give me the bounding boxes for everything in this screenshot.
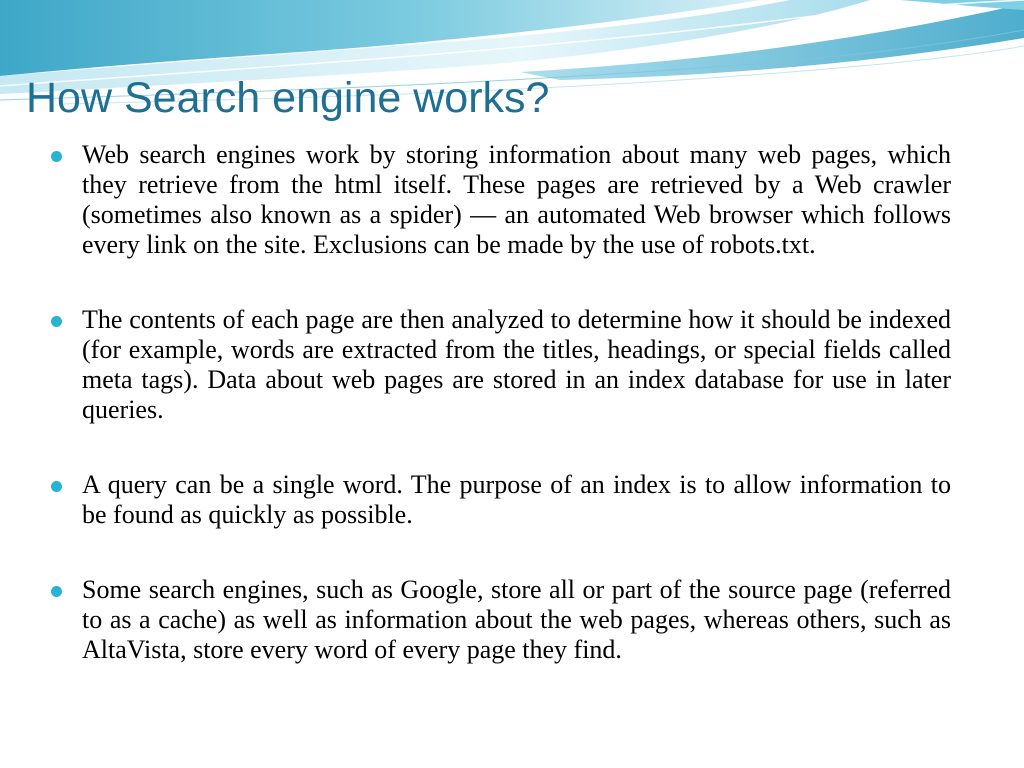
bullet-dot-icon <box>51 316 62 327</box>
bullet-item <box>82 305 951 425</box>
bullet-text: Web search engines work by storing information about many web pages, which they retrieve from the html itself. These pages are retrieved by a Web crawler (sometimes also known as a spider) — an automated Web browser which follows every link on the site. Exclusions can be made by the use of robots.txt. <box>82 140 951 259</box>
bullet-list <box>82 140 951 710</box>
bullet-text: The contents of each page are then analyzed to determine how it should be indexed (for example, words are extracted from the titles, headings, or special fields called meta tags). Data about web pages are stored in an index database for use in later queries. <box>82 305 951 424</box>
slide-title: How Search engine works? <box>26 74 550 122</box>
bullet-item <box>82 140 951 260</box>
bullet-dot-icon <box>51 481 62 492</box>
bullet-text: Some search engines, such as Google, store all or part of the source page (referred to as a cache) as well as information about the web pages, whereas others, such as AltaVista, store every word of every page they find. <box>82 575 951 664</box>
bullet-item <box>82 470 951 530</box>
bullet-item <box>82 575 951 665</box>
bullet-text: A query can be a single word. The purpose of an index is to allow information to be found as quickly as possible. <box>82 470 951 529</box>
bullet-dot-icon <box>51 586 62 597</box>
bullet-dot-icon <box>51 151 62 162</box>
